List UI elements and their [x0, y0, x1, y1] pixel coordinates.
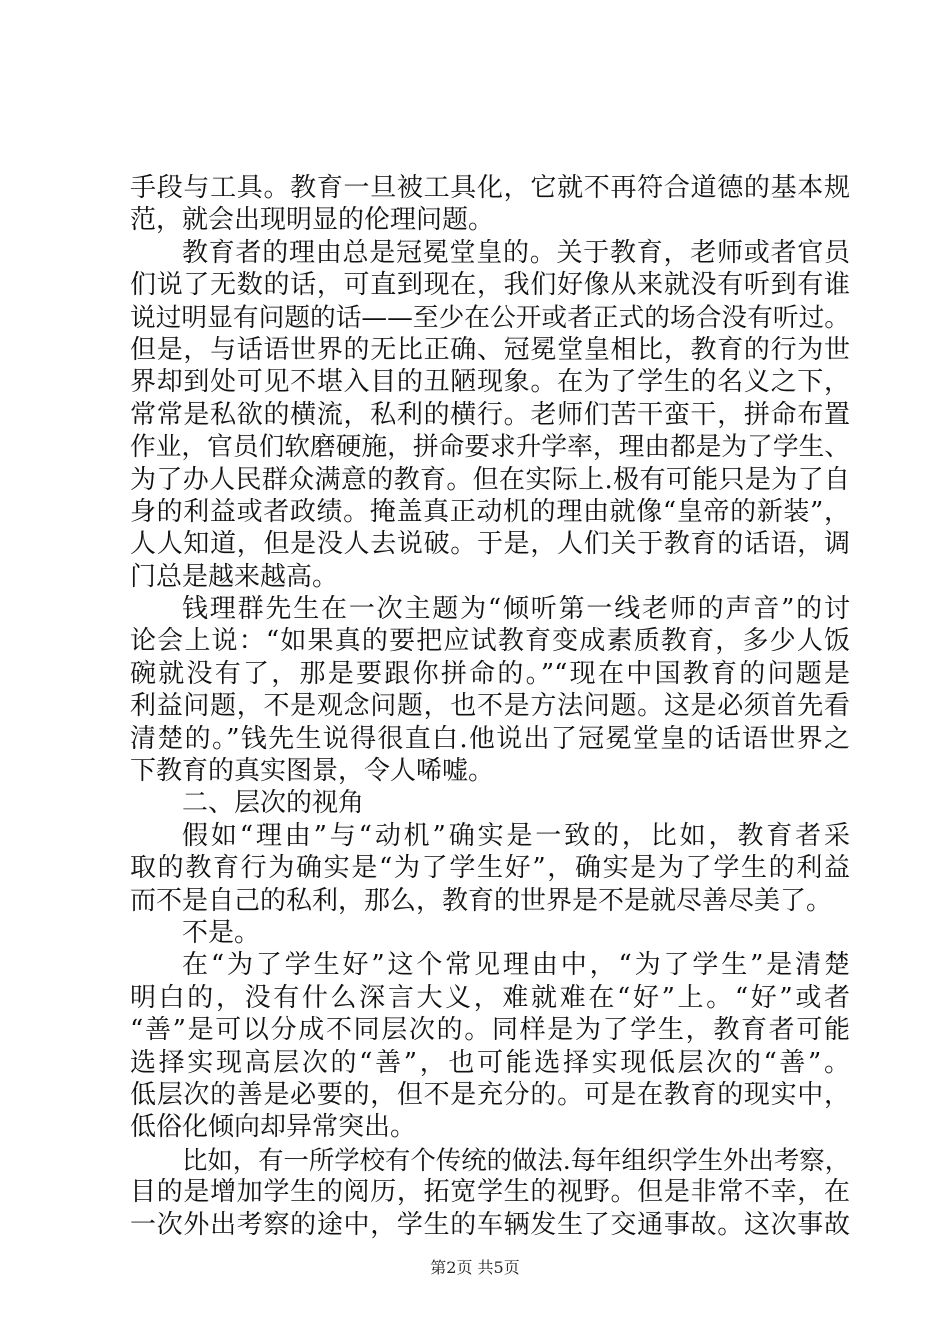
text-line: 低层次的善是必要的，但不是充分的。可是在教育的现实中，: [130, 1079, 850, 1110]
text-line: 作业，官员们软磨硬施，拼命要求升学率，理由都是为了学生、: [130, 432, 850, 463]
text-line: 目的是增加学生的阅历，拓宽学生的视野。但是非常不幸，在: [130, 1177, 850, 1208]
text-line: 一次外出考察的途中，学生的车辆发生了交通事故。这次事故: [130, 1209, 850, 1240]
text-line: 常常是私欲的横流，私利的横行。老师们苦干蛮干，拼命布置: [130, 399, 850, 430]
text-line: 假如“理由”与“动机”确实是一致的，比如，教育者采: [182, 820, 850, 851]
text-line: 利益问题，不是观念问题，也不是方法问题。这是必须首先看: [130, 691, 850, 722]
text-line: 比如，有一所学校有个传统的做法.每年组织学生外出考察，: [182, 1144, 850, 1175]
body-text: [130, 172, 850, 1241]
text-line: 们说了无数的话，可直到现在，我们好像从来就没有听到有谁: [130, 270, 850, 301]
text-line: 在“为了学生好”这个常见理由中，“为了学生”是清楚: [182, 950, 850, 981]
text-line: 教育者的理由总是冠冕堂皇的。关于教育，老师或者官员: [182, 237, 850, 268]
text-line: 碗就没有了，那是要跟你拼命的。”“现在中国教育的问题是: [130, 658, 850, 689]
text-line: 论会上说：“如果真的要把应试教育变成素质教育，多少人饭: [130, 626, 850, 657]
text-line: 说过明显有问题的话——至少在公开或者正式的场合没有听过。: [130, 302, 850, 333]
text-line: “善”是可以分成不同层次的。同样是为了学生，教育者可能: [130, 1015, 850, 1046]
text-line: 选择实现高层次的“善”，也可能选择实现低层次的“善”。: [130, 1047, 850, 1078]
text-line: 为了办人民群众满意的教育。但在实际上.极有可能只是为了自: [130, 464, 850, 495]
text-line: 身的利益或者政绩。掩盖真正动机的理由就像“皇帝的新装”，: [130, 496, 850, 527]
text-line: 而不是自己的私利，那么，教育的世界是不是就尽善尽美了。: [130, 885, 833, 916]
text-line: 钱理群先生在一次主题为“倾听第一线老师的声音”的讨: [182, 594, 850, 625]
text-line: 人人知道，但是没人去说破。于是，人们关于教育的话语，调: [130, 529, 850, 560]
text-line: 手段与工具。教育一旦被工具化，它就不再符合道德的基本规: [130, 173, 850, 203]
text-line: 但是，与话语世界的无比正确、冠冕堂皇相比，教育的行为世: [130, 334, 850, 365]
text-line: 范，就会出现明显的伦理问题。: [130, 205, 495, 236]
text-line: 明白的，没有什么深言大义，难就难在“好”上。“好”或者: [130, 982, 850, 1013]
text-line: 下教育的真实图景，令人唏嘘。: [130, 756, 495, 787]
text-line: 低俗化倾向却异常突出。: [130, 1112, 417, 1143]
page-number-footer: 第2页 共5页: [430, 1258, 520, 1277]
text-line: 门总是越来越高。: [130, 561, 339, 592]
text-line: 不是。: [182, 917, 261, 948]
section-heading: 二、层次的视角: [182, 788, 365, 819]
text-line: 界却到处可见不堪入目的丑陋现象。在为了学生的名义之下，: [130, 367, 850, 398]
text-line: 清楚的。”钱先生说得很直白.他说出了冠冕堂皇的话语世界之: [130, 723, 850, 754]
text-line: 取的教育行为确实是“为了学生好”，确实是为了学生的利益: [130, 853, 850, 884]
